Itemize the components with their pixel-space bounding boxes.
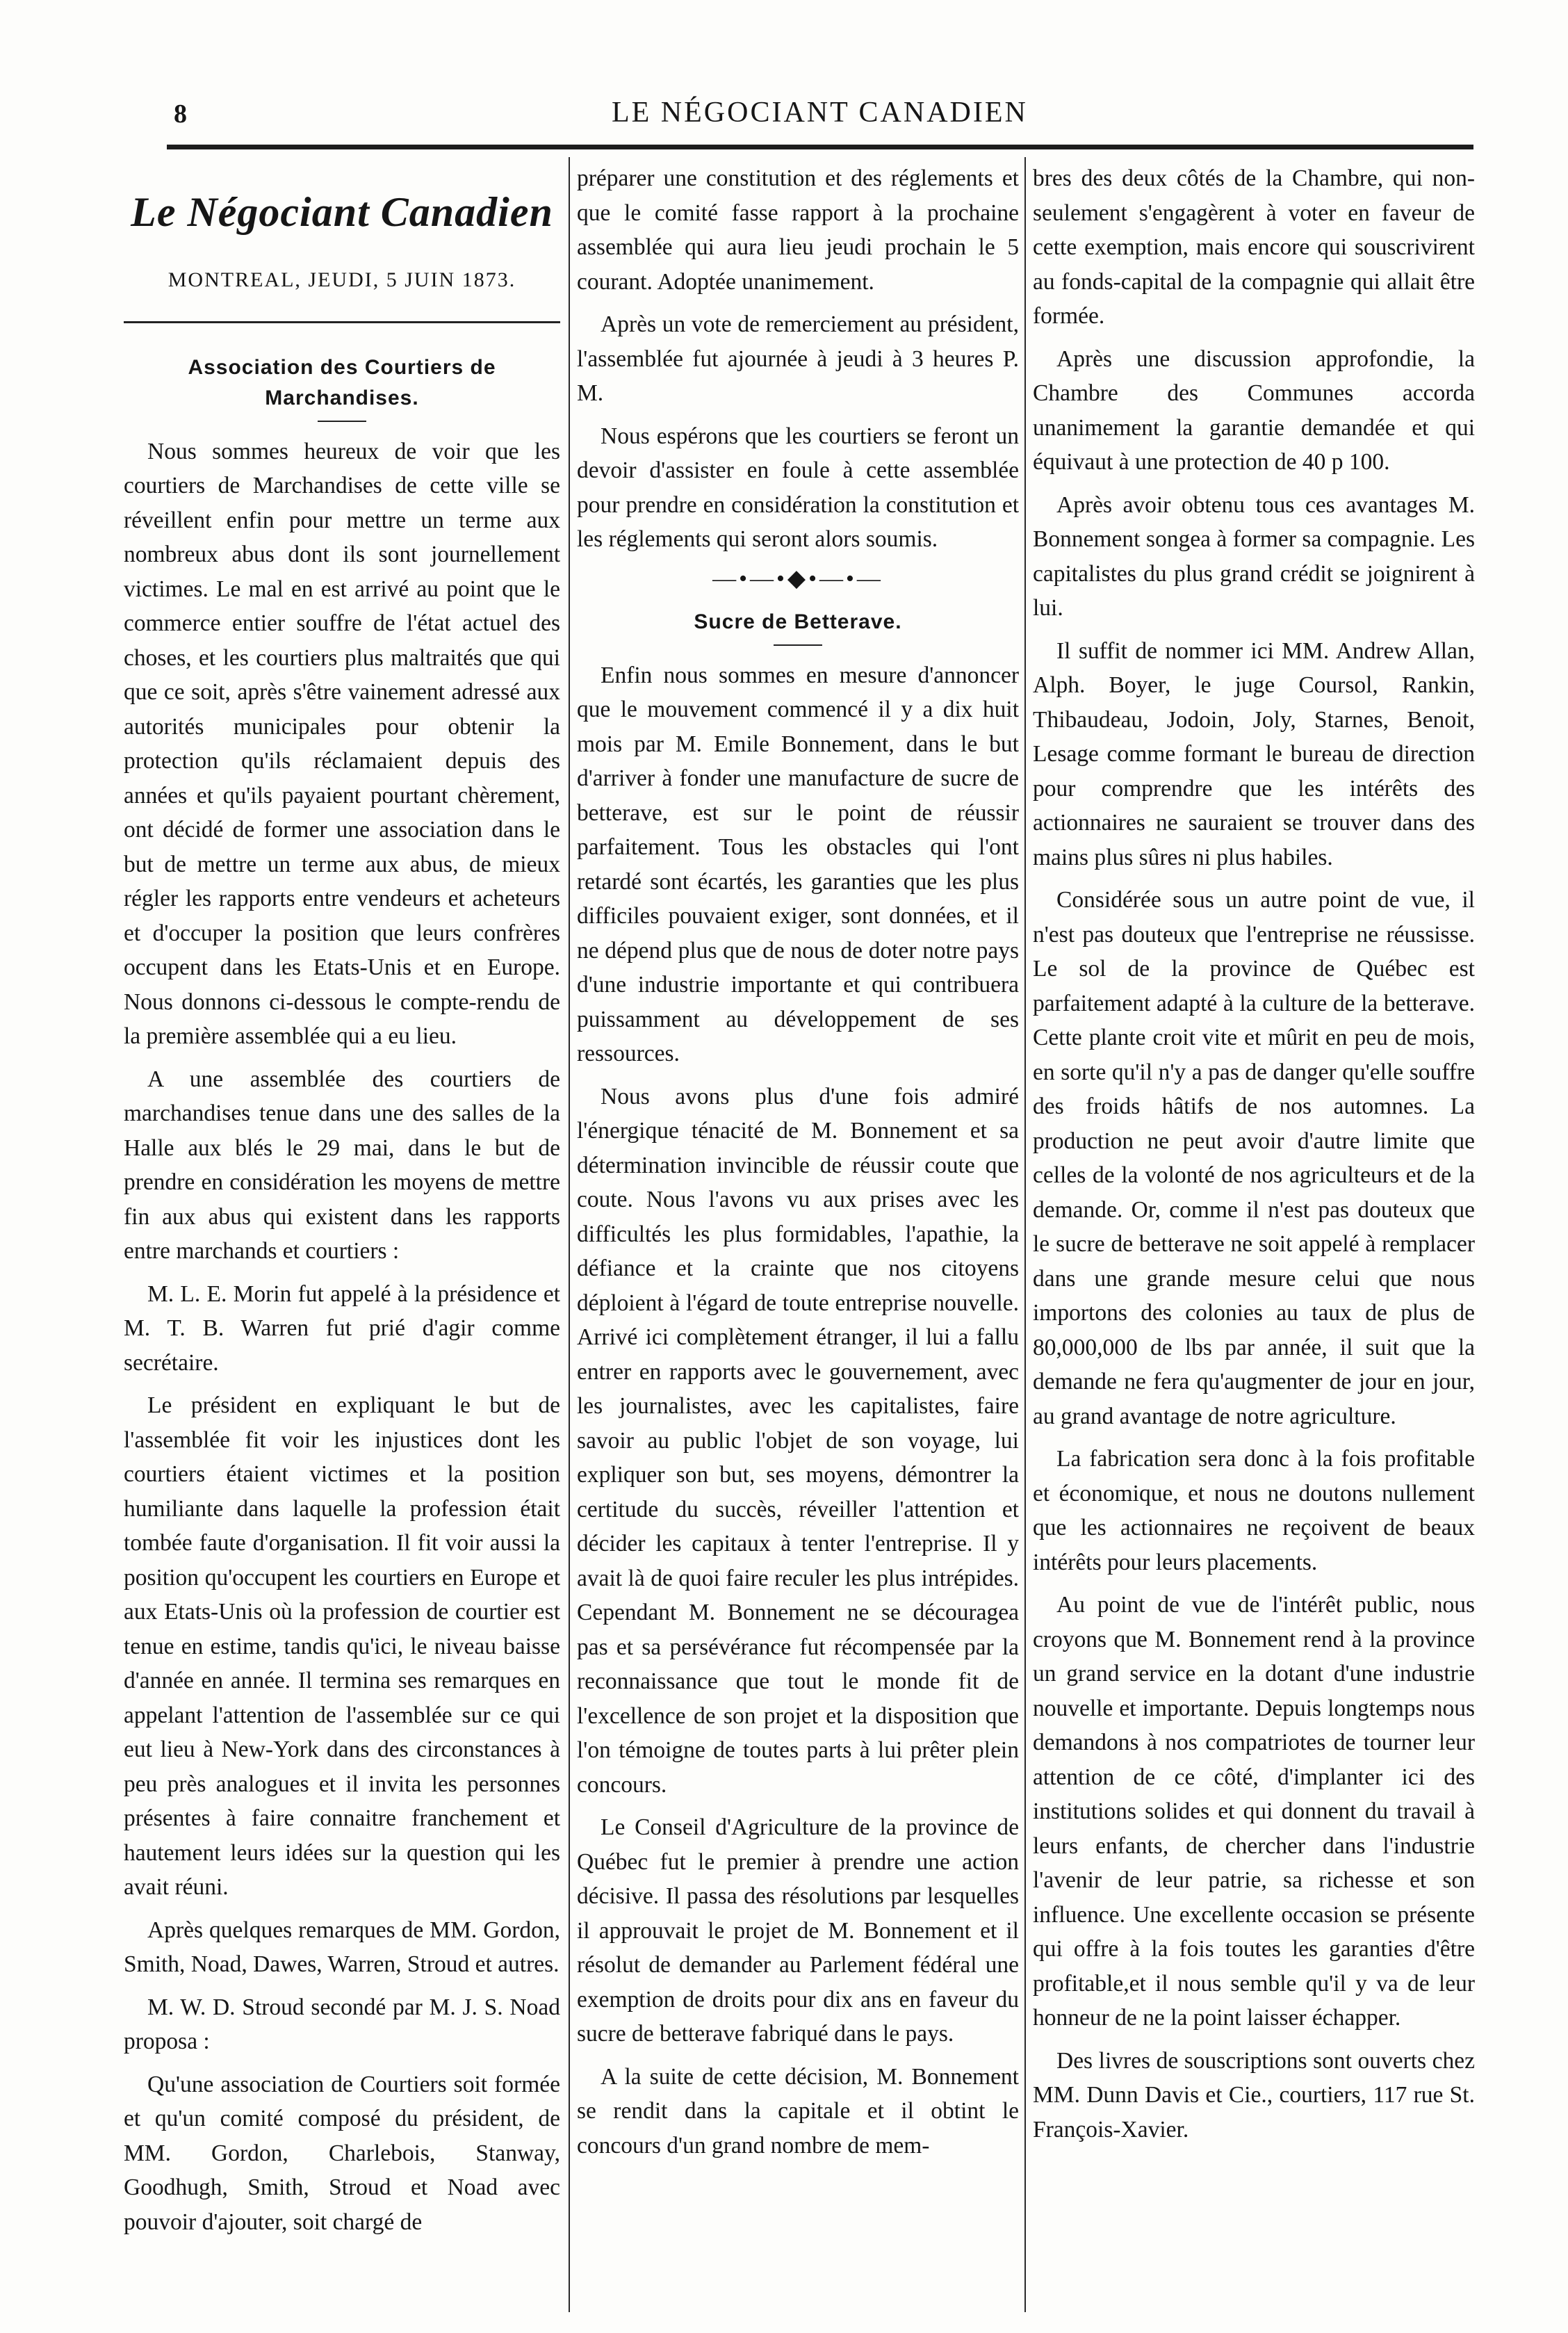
dateline: MONTREAL, JEUDI, 5 JUIN 1873.: [168, 268, 516, 291]
paragraph: Nous avons plus d'une fois admiré l'énergique ténacité de M. Bonnement et sa détermination invincible de réussir coute que coute. Nous l'avons vu aux prises avec les difficultés les plus formidables, l'apathie, la défiance et la crainte que nos citoyens déploient à l'égard de toute entreprise nouvelle. Arrivé ici complètement étranger, il lui a fallu entrer en rapports avec le gouvernement, avec les journalistes, avec les capitalistes, faire savoir au public l'objet de son voyage, lui expliquer son but, ses moyens, démontrer la certitude du succès, réveiller l'attention et décider les capitaux à tenter l'entreprise. Il y avait là de quoi faire reculer les plus intrépides. Cependant M. Bonnement ne se découragea pas et sa persévérance fut récompensée par la reconnaissance que tout le monde fit de l'excellence de son projet et la disposition que l'on témoigne de toutes parts à lui prêter plein concours.: [577, 1083, 1019, 1798]
paragraph: M. L. E. Morin fut appelé à la présidence et M. T. B. Warren fut prié d'agir comme secrétaire.: [124, 1281, 560, 1376]
ornament-divider: —•—•◆•—•—: [712, 565, 883, 592]
masthead-title: Le Négociant Canadien: [131, 189, 553, 235]
paragraph: Des livres de souscriptions sont ouverts chez MM. Dunn Davis et Cie., courtiers, 117 rue St. François-Xavier.: [1033, 2047, 1475, 2143]
paragraph: Après un vote de remerciement au président, l'assemblée fut ajournée à jeudi à 3 heures P. M.: [577, 311, 1019, 406]
paragraph: Le Conseil d'Agriculture de la province de Québec fut le premier à prendre une action décisive. Il passa des résolutions par lesquelles il approuvait le projet de M. Bonnement et il résolut de demander au Parlement fédéral une exemption de droits pour dix ans en faveur du sucre de betterave fabriqué dans le pays.: [577, 1814, 1019, 2047]
paragraph: A une assemblée des courtiers de marchandises tenue dans une des salles de la Halle aux blés le 29 mai, dans le but de prendre en considération les moyens de mettre fin aux abus qui existent dans les rapports entre marchands et courtiers :: [124, 1066, 560, 1264]
paragraph: Considérée sous un autre point de vue, il n'est pas douteux que l'entreprise ne réussisse. Le sol de la province de Québec est parfaitement adapté à la culture de la betterave. Cette plante croit vite et mûrit en peu de mois, en sorte qu'il n'y a pas de danger qu'elle souffre des froids hâtifs de nos automnes. La production ne peut avoir d'autre limite que celles de la volonté de nos agriculteurs et de la demande. Or, comme il n'est pas douteux que le sucre de betterave ne soit appelé à remplacer dans une grande mesure celui que nous importons des colonies au taux de plus de 80,000,000 de lbs par année, il suit que la demande ne fera qu'augmenter de jour en jour, au grand avantage de notre agriculture.: [1033, 887, 1475, 1429]
paragraph: Il suffit de nommer ici MM. Andrew Allan, Alph. Boyer, le juge Coursol, Rankin, Thibaudeau, Jodoin, Joly, Starnes, Benoit, Lesage comme formant le bureau de direction pour comprendre que les intérêts des actionnaires ne sauraient se trouver dans des mains plus sûres ni plus habiles.: [1033, 637, 1475, 870]
paragraph: Après une discussion approfondie, la Chambre des Communes accorda unanimement la garantie demandée et qui équivaut à une protection de 40 p 100.: [1033, 346, 1475, 475]
page-number: 8: [174, 99, 187, 129]
paragraph: A la suite de cette décision, M. Bonnement se rendit dans la capitale et il obtint le concours d'un grand nombre de mem-: [577, 2063, 1019, 2159]
column-divider: [1024, 157, 1026, 2312]
paragraph: Le président en expliquant le but de l'assemblée fit voir les injustices dont les courtiers étaient victimes et la position humiliante dans laquelle la profession était tombée faute d'organisation. Il fit voir aussi la position qu'occupent les courtiers en Europe et aux Etats-Unis où la profession de courtier est tenue en estime, tandis qu'ici, le niveau baisse d'année en année. Il termina ses remarques en appelant l'attention de l'assemblée sur ce qui eut lieu à New-York dans des circonstances à peu près analogues et il invita les personnes présentes à faire connaitre franchement et hautement leurs idées sur la question qui les avait réuni.: [124, 1392, 560, 1900]
section-rule: [124, 321, 560, 323]
paragraph: M. W. D. Stroud secondé par M. J. S. Noad proposa :: [124, 1994, 560, 2054]
paragraph: Enfin nous sommes en mesure d'annoncer que le mouvement commencé il y a dix huit mois par M. Emile Bonnement, dans le but d'arriver à fonder une manufacture de sucre de betterave, est sur le point de réussir parfaitement. Tous les obstacles qui l'ont retardé sont écartés, les garanties que les plus difficiles pouvaient exiger, sont données, et il ne dépend plus que de nous de doter notre pays d'une industrie importante et qui contribuera puissamment au développement de ses ressources.: [577, 662, 1019, 1066]
paragraph: préparer une constitution et des réglements et que le comité fasse rapport à la prochaine assemblée qui aura lieu jeudi prochain le 5 courant. Adoptée unanimement.: [577, 165, 1019, 295]
page-header: [0, 0, 1568, 146]
paragraph: Après quelques remarques de MM. Gordon, Smith, Noad, Dawes, Warren, Stroud et autres.: [124, 1917, 560, 1977]
running-title: LE NÉGOCIANT CANADIEN: [612, 97, 1028, 129]
short-rule: [774, 644, 822, 646]
paragraph: Nous espérons que les courtiers se feront un devoir d'assister en foule à cette assemblée pour prendre en considération la constitution et les réglements qui seront alors soumis.: [577, 423, 1019, 552]
paragraph: Après avoir obtenu tous ces avantages M. Bonnement songea à former sa compagnie. Les capitalistes du plus grand crédit se joignirent à lui.: [1033, 491, 1475, 621]
column-3: [1033, 161, 1475, 2309]
column-2: [577, 161, 1019, 2309]
article-headline: Association des Courtiers de Marchandises.: [188, 355, 496, 409]
short-rule: [318, 421, 366, 422]
paragraph: bres des deux côtés de la Chambre, qui non-seulement s'engagèrent à voter en faveur de cette exemption, mais encore qui souscrivirent au fonds-capital de la compagnie qui allait être formée.: [1033, 165, 1475, 329]
column-1: [124, 161, 560, 2309]
paragraph: Nous sommes heureux de voir que les courtiers de Marchandises de cette ville se réveillent enfin pour mettre un terme aux nombreux abus dont ils sont journellement victimes. Le mal en est arrivé au point que le commerce entier souffre de l'état actuel des choses, et les courtiers plus maltraités que qui que ce soit, après s'être vainement adressé aux autorités municipales pour obtenir la protection qu'ils réclamaient depuis des années et qu'ils payaient pourtant chèrement, ont décidé de former une association dans le but de mettre un terme aux abus, de mieux régler les rapports entre vendeurs et acheteurs et d'occuper la position que leurs confrères occupent dans les Etats-Unis et en Europe. Nous donnons ci-dessous le compte-rendu de la première assemblée qui a eu lieu.: [124, 438, 560, 1049]
paragraph: Au point de vue de l'intérêt public, nous croyons que M. Bonnement rend à la province un grand service en la dotant d'une industrie nouvelle et importante. Depuis longtemps nous demandons à nos compatriotes de tourner leur attention de ce côté, d'implanter ici des institutions solides et qui donnent du travail à leurs enfants, de chercher dans l'industrie l'avenir de leur patrie, sa richesse et son influence. Une excellente occasion se présente qui offre à la fois toutes les garanties d'être profitable,et il nous semble qu'il y va de leur honneur de ne la point laisser échapper.: [1033, 1592, 1475, 2031]
paragraph: Qu'une association de Courtiers soit formée et qu'un comité composé du président, de MM. Gordon, Charlebois, Stanway, Goodhugh, Smith, Stroud et Noad avec pouvoir d'ajouter, soit chargé de: [124, 2071, 560, 2235]
header-rule: [167, 145, 1473, 149]
paragraph: La fabrication sera donc à la fois profitable et économique, et nous ne doutons nullement que les actionnaires ne reçoivent de beaux intérêts pour leurs placements.: [1033, 1446, 1475, 1575]
column-divider: [569, 157, 570, 2312]
article-headline: Sucre de Betterave.: [694, 610, 902, 633]
